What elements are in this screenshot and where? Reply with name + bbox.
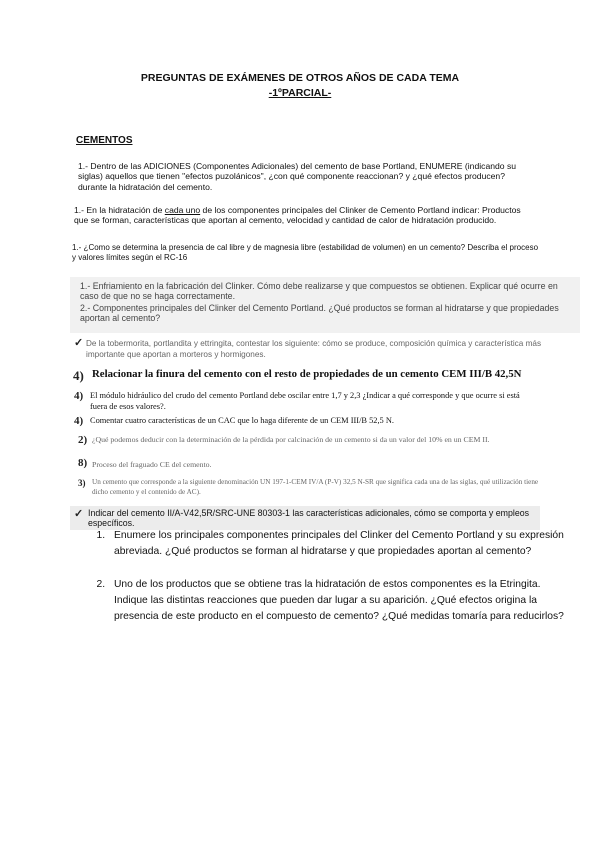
- question-fraguado: Proceso del fraguado CE del cemento.: [92, 460, 212, 469]
- question-cal-libre: 1.- ¿Como se determina la presencia de cal libre y de magnesia libre (estabilidad de volumen) en un cemento? Describa el proceso y valores límites según el RC-16: [72, 243, 539, 262]
- question-finura: Relacionar la finura del cemento con el resto de propiedades de un cemento CEM III/B 42,5N: [92, 368, 522, 380]
- question-denominacion: Un cemento que corresponde a la siguiente denominación UN 197-1-CEM IV/A (P-V) 32,5 N-SR que significa cada una de las siglas, qué utilización tiene dicho cemento y el contenido de AC).: [92, 478, 539, 496]
- question-enfriamiento: 1.- Enfriamiento en la fabricación del Clinker. Cómo debe realizarse y que compuestos se obtienen. Explicar qué ocurre en caso de que no se haga correctamente.: [80, 281, 558, 302]
- handwritten-mark: 4): [74, 390, 84, 402]
- question-text-suffix: de los componentes principales del Clinker de Cemento Portland indicar: Productos que se forman, características que aportan al cemento, velocidad y cantidad de calor de hidratación producido.: [74, 205, 521, 226]
- question-perdida-calcinacion: ¿Qué podemos deducir con la determinación de la pérdida por calcinación de un cemento si da un valor del 10% en un CEM II.: [92, 435, 490, 444]
- handwritten-mark: 8): [78, 457, 88, 469]
- question-tobermorita: De la tobermorita, portlandita y ettringita, contestar los siguiente: cómo se produce, composición química y característica más importante que aportan a morteros y hormigones.: [86, 339, 542, 359]
- section-heading: CEMENTOS: [76, 135, 133, 146]
- handwritten-mark: 4): [74, 415, 84, 427]
- list-item: 1. Enumere los principales componentes principales del Clinker del Cemento Portland y su expresión abreviada. ¿Qué productos se forman al hidratarse y que propiedades aportan al cemento?: [108, 528, 568, 560]
- question-adiciones: 1.- Dentro de las ADICIONES (Componentes Adicionales) del cemento de base Portland, ENUMERE (indicando su siglas) aquellos que tienen "efectos puzolánicos", ¿con qué componente reaccionan? y ¿qué efectos producen? durante la hidratación del cemento.: [78, 161, 517, 192]
- numbered-question-list: [88, 528, 568, 642]
- question-componentes-clinker: 2.- Componentes principales del Clinker del Cemento Portland. ¿Qué productos se forman al hidratarse y que propiedades aportan al cemento?: [80, 303, 559, 324]
- question-cemento-ii-a: Indicar del cemento II/A-V42,5R/SRC-UNE 80303-1 las características adicionales, cómo se comporta y empleos específicos.: [88, 508, 530, 529]
- question-modulo-hidraulico: El módulo hidráulico del crudo del cemento Portland debe oscilar entre 1,7 y 2,3 ¿Indicar a qué corresponde y que ocurre si está fuera de esos valores?.: [90, 391, 520, 411]
- checkmark-icon: ✓: [74, 337, 84, 349]
- handwritten-mark: 3): [78, 478, 86, 488]
- question-hidratacion-clinker: [74, 205, 534, 226]
- list-item: 2. Uno de los productos que se obtiene tras la hidratación de estos componentes es la Etringita. Indique las distintas reacciones que pueden dar lugar a su aparición. ¿Qué efectos origina la presencia de este producto en el compuesto de cemento? ¿Qué medidas tomaría para reducirlos?: [108, 577, 568, 625]
- checkmark-icon: ✓: [74, 508, 84, 520]
- handwritten-mark: 4): [73, 368, 84, 383]
- handwritten-mark: 2): [78, 434, 88, 446]
- question-text-prefix: 1.- En la hidratación de: [74, 205, 165, 215]
- page-subtitle: -1ºPARCIAL-: [268, 87, 332, 99]
- page-title: PREGUNTAS DE EXÁMENES DE OTROS AÑOS DE CADA TEMA: [140, 72, 460, 84]
- question-cac: Comentar cuatro características de un CAC que lo haga diferente de un CEM III/B 52,5 N.: [90, 416, 394, 425]
- question-text-underlined: cada uno: [164, 205, 201, 215]
